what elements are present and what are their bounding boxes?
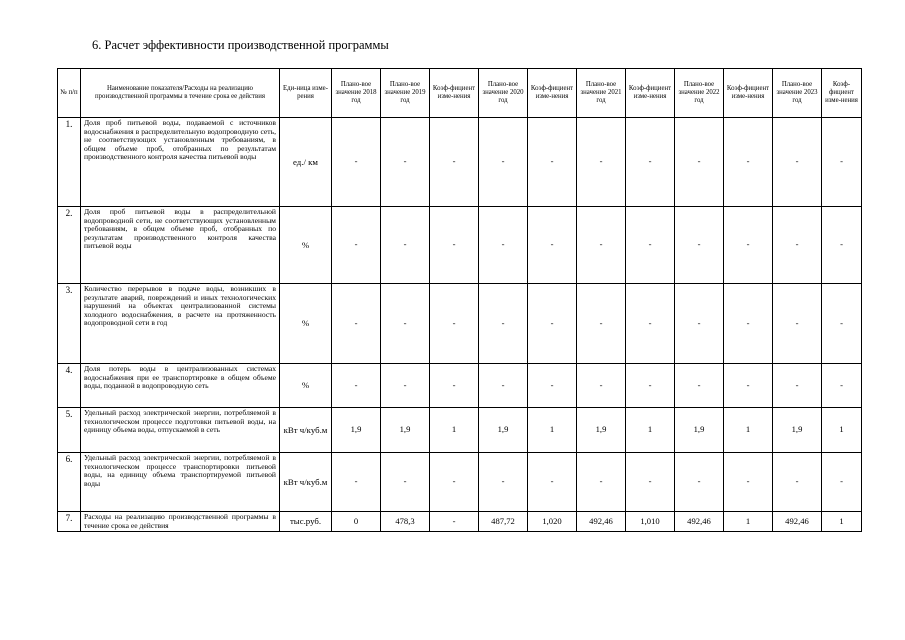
value-cell: 1,9 (577, 408, 626, 453)
value-cell: - (822, 207, 862, 284)
unit-cell: ед./ км (280, 118, 332, 207)
page-title: 6. Расчет эффективности производственной программы (92, 38, 389, 52)
value-cell: - (675, 207, 724, 284)
value-cell: - (528, 207, 577, 284)
value-cell: 492,46 (675, 512, 724, 532)
value-cell: - (430, 364, 479, 408)
value-cell: - (332, 118, 381, 207)
row-number: 3. (58, 284, 81, 364)
header-col: Плано-вое значение 2022 год (675, 69, 724, 118)
unit-cell: % (280, 364, 332, 408)
unit-cell: тыс.руб. (280, 512, 332, 532)
value-cell: - (626, 364, 675, 408)
value-cell: - (724, 207, 773, 284)
value-cell: 1 (528, 408, 577, 453)
value-cell: - (773, 364, 822, 408)
value-cell: 487,72 (479, 512, 528, 532)
table-row (58, 512, 862, 532)
value-cell: 1 (626, 408, 675, 453)
indicator-name: Удельный расход электрической энергии, потребляемой в технологическом процессе транспортировки питьевой воды, на единицу объема транспортируемой питьевой воды (81, 453, 280, 512)
value-cell: - (381, 118, 430, 207)
header-col: Коэф-фициент изме-нения (528, 69, 577, 118)
value-cell: - (430, 284, 479, 364)
value-cell: - (332, 453, 381, 512)
value-cell: - (724, 453, 773, 512)
header-name: Наименование показателя/Расходы на реализацию производственной программы в течение срока ее действия (81, 69, 280, 118)
header-col: Плано-вое значение 2021 год (577, 69, 626, 118)
header-col: Коэф-фициент изме-нения (430, 69, 479, 118)
value-cell: 1 (724, 408, 773, 453)
value-cell: 1 (822, 512, 862, 532)
indicator-name: Расходы на реализацию производственной программы в течение срока ее действия (81, 512, 280, 532)
value-cell: - (332, 364, 381, 408)
value-cell: - (626, 284, 675, 364)
unit-cell: % (280, 284, 332, 364)
value-cell: - (430, 118, 479, 207)
value-cell: - (675, 284, 724, 364)
value-cell: 478,3 (381, 512, 430, 532)
header-col: Коэф-фициент изме-нения (822, 69, 862, 118)
efficiency-table (57, 68, 862, 532)
value-cell: - (724, 364, 773, 408)
indicator-name: Удельный расход электрической энергии, потребляемой в технологическом процессе подготовки питьевой воды, на единицу объема воды, отпускаемой в сеть (81, 408, 280, 453)
value-cell: - (479, 118, 528, 207)
header-col: Коэф-фициент изме-нения (724, 69, 773, 118)
indicator-name: Доля потерь воды в централизованных системах водоснабжения при ее транспортировке в общем объеме воды, поданной в водопроводную сеть (81, 364, 280, 408)
value-cell: 0 (332, 512, 381, 532)
row-number: 7. (58, 512, 81, 532)
value-cell: - (675, 453, 724, 512)
unit-cell: кВт ч/куб.м (280, 453, 332, 512)
unit-cell: % (280, 207, 332, 284)
indicator-name: Доля проб питьевой воды в распределительной водопроводной сети, не соответствующих установленным требованиям, в общем объеме проб, отобранных по результатам производственного контроля качества питьевой воды (81, 207, 280, 284)
row-number: 4. (58, 364, 81, 408)
value-cell: - (626, 453, 675, 512)
value-cell: - (479, 207, 528, 284)
row-number: 6. (58, 453, 81, 512)
header-col: Плано-вое значение 2019 год (381, 69, 430, 118)
value-cell: 1,020 (528, 512, 577, 532)
value-cell: 1,9 (773, 408, 822, 453)
table-row (58, 453, 862, 512)
value-cell: 1,9 (381, 408, 430, 453)
value-cell: 492,46 (577, 512, 626, 532)
value-cell: - (577, 284, 626, 364)
value-cell: - (430, 207, 479, 284)
value-cell: - (528, 284, 577, 364)
value-cell: - (773, 118, 822, 207)
value-cell: - (528, 364, 577, 408)
indicator-name: Доля проб питьевой воды, подаваемой с источников водоснабжения в распределительную водопроводную сеть, не соответствующих установленным требованиям, в общем объеме проб, отобранных по результатам производственного контроля качества питьевой воды (81, 118, 280, 207)
unit-cell: кВт ч/куб.м (280, 408, 332, 453)
header-num: № п/п (58, 69, 81, 118)
value-cell: 1,9 (479, 408, 528, 453)
value-cell: - (381, 364, 430, 408)
value-cell: 1,9 (332, 408, 381, 453)
table-row (58, 364, 862, 408)
header-col: Плано-вое значение 2020 год (479, 69, 528, 118)
value-cell: 1 (724, 512, 773, 532)
value-cell: 492,46 (773, 512, 822, 532)
value-cell: - (332, 284, 381, 364)
value-cell: - (626, 118, 675, 207)
value-cell: - (724, 284, 773, 364)
value-cell: - (626, 207, 675, 284)
value-cell: - (822, 453, 862, 512)
header-col: Коэф-фициент изме-нения (626, 69, 675, 118)
value-cell: - (822, 118, 862, 207)
value-cell: - (430, 453, 479, 512)
value-cell: - (381, 284, 430, 364)
value-cell: - (528, 453, 577, 512)
value-cell: - (675, 364, 724, 408)
value-cell: - (577, 207, 626, 284)
row-number: 2. (58, 207, 81, 284)
value-cell: 1 (822, 408, 862, 453)
header-col: Плано-вое значение 2023 год (773, 69, 822, 118)
header-unit: Еди-ница изме-рения (280, 69, 332, 118)
indicator-name: Количество перерывов в подаче воды, возникших в результате аварий, повреждений и иных технологических нарушений на объектах централизованной системы холодного водоснабжения, в расчете на протяженность водопроводной сети в год (81, 284, 280, 364)
header-col: Плано-вое значение 2018 год (332, 69, 381, 118)
value-cell: - (479, 453, 528, 512)
table-header-row (58, 69, 862, 118)
value-cell: - (773, 453, 822, 512)
value-cell: - (724, 118, 773, 207)
value-cell: - (773, 207, 822, 284)
value-cell: - (479, 364, 528, 408)
value-cell: - (675, 118, 724, 207)
value-cell: - (332, 207, 381, 284)
table-row (58, 408, 862, 453)
value-cell: - (381, 453, 430, 512)
row-number: 5. (58, 408, 81, 453)
value-cell: - (822, 284, 862, 364)
value-cell: - (381, 207, 430, 284)
value-cell: 1 (430, 408, 479, 453)
value-cell: - (577, 118, 626, 207)
value-cell: - (479, 284, 528, 364)
value-cell: - (577, 364, 626, 408)
value-cell: 1,010 (626, 512, 675, 532)
value-cell: - (773, 284, 822, 364)
table-row (58, 118, 862, 207)
value-cell: - (822, 364, 862, 408)
value-cell: - (528, 118, 577, 207)
table-row (58, 207, 862, 284)
value-cell: - (577, 453, 626, 512)
row-number: 1. (58, 118, 81, 207)
table-row (58, 284, 862, 364)
value-cell: 1,9 (675, 408, 724, 453)
value-cell: - (430, 512, 479, 532)
